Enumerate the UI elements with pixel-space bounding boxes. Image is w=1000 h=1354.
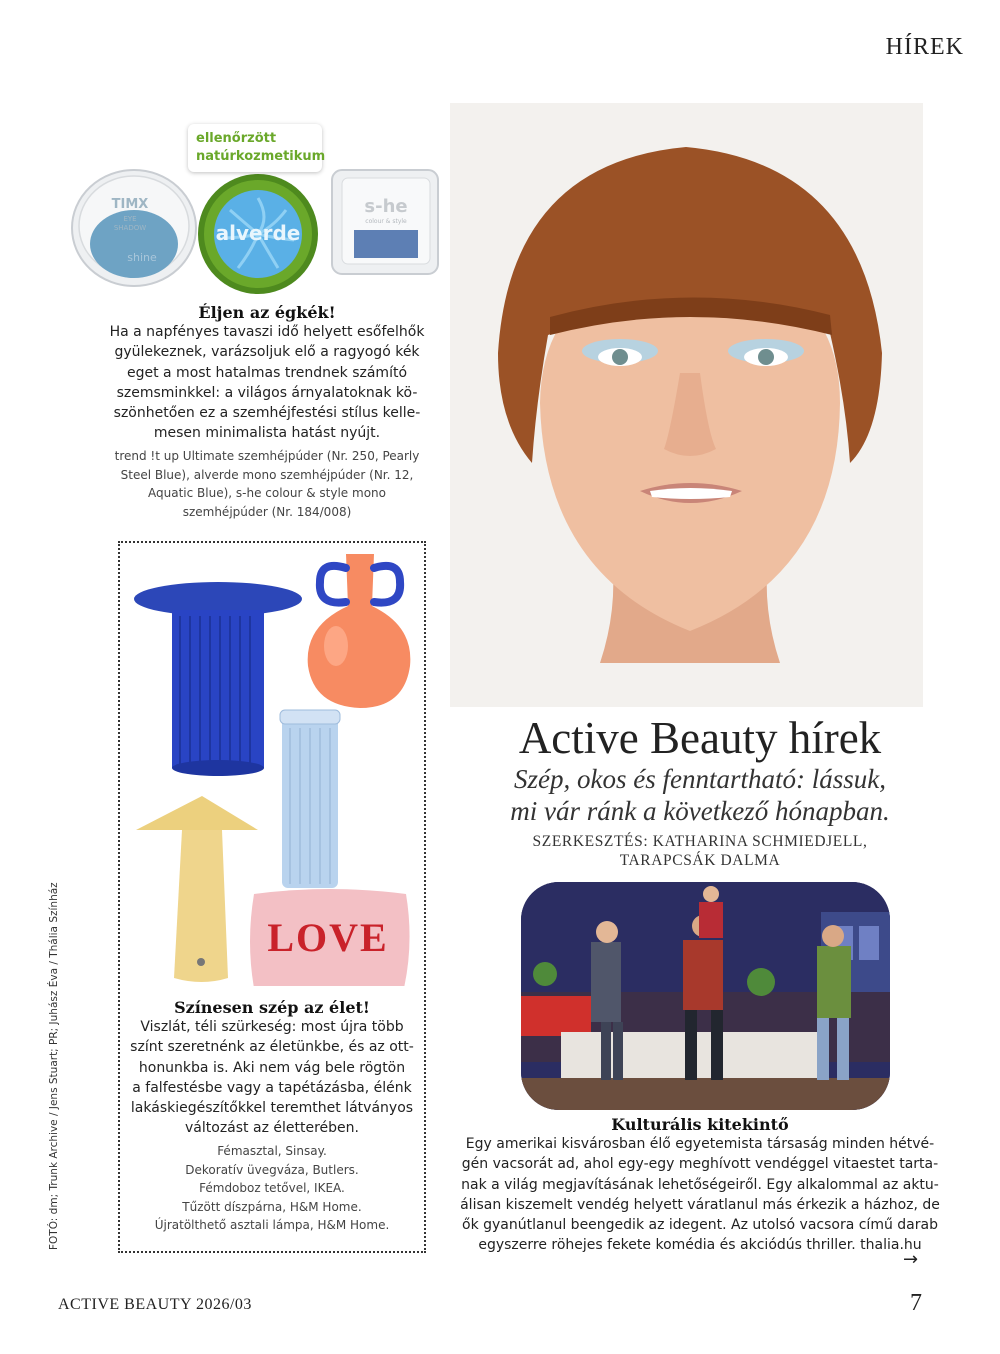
culture-title: Kulturális kitekintő bbox=[611, 1115, 789, 1134]
editors-credit: SZERKESZTÉS: KATHARINA SCHMIEDJELL, TARAPCSÁK DALMA bbox=[532, 833, 868, 869]
section-tag: HÍREK bbox=[885, 34, 964, 60]
theater-photo bbox=[521, 882, 890, 1110]
model-portrait-image bbox=[450, 103, 923, 707]
eyeshadow-products-list: trend !t up Ultimate szemhéjpúder (Nr. 250, Pearly Steel Blue), alverde mono szemhéjpúder (Nr. 12, Aquatic Blue), s-he colour & style mono szemhéjpúder (Nr. 184/008) bbox=[114, 449, 420, 519]
photo-credit: FOTÓ: dm; Trunk Archive / Jens Stuart; PR; Juhász Éva / Thália Színház bbox=[48, 882, 60, 1250]
home-decor-products-list: Fémasztal, Sinsay. Dekoratív üvegváza, Butlers. Fémdoboz tetővel, IKEA. Tűzött díszpárna, H&M Home. Újratölthető asztali lámpa, H&M Home. bbox=[154, 1144, 390, 1232]
magazine-issue: ACTIVE BEAUTY 2026/03 bbox=[58, 1296, 252, 1313]
page-subheadline: Szép, okos és fenntartható: lássuk, mi vár ránk a következő hónapban. bbox=[510, 764, 890, 826]
culture-body: Egy amerikai kisvárosban élő egyetemista társaság minden hétvé- gén vacsorát ad, ahol egy-egy meghívott vendéggel vitaestet tarta- nak a világ megjavításának lehetőségeiről. Egy alkalommal az aktu- álisan kiszemelt vendég helyett váratlanul más érkezik a házhoz, de ők gyanútlanul beengedik az idegent. Az utolsó vacsora című darab egyszerre röhejes fekete komédia és akciódús thriller. thalia.hu bbox=[460, 1136, 940, 1254]
eyeshadow-body: Ha a napfényes tavaszi idő helyett esőfelhők gyülekeznek, varázsoljuk elő a ragyogó kék eget a most hatalmas trendnek számító szemsminkkel: a világos árnyalatoknak kö- szönhetően ez a szemhéjfestési stílus kelle- mesen minimalista hatást nyújt. bbox=[109, 324, 425, 442]
svg-text:SHADOW: SHADOW bbox=[113, 224, 147, 232]
svg-text:s-he: s-he bbox=[364, 196, 408, 217]
svg-text:EYE: EYE bbox=[123, 215, 137, 223]
love-pillow-text: LOVE bbox=[267, 915, 389, 960]
eyeshadow-title: Éljen az égkék! bbox=[198, 303, 336, 322]
svg-text:colour & style: colour & style bbox=[365, 218, 407, 225]
natural-cosmetics-badge: ellenőrzött natúrkozmetikum bbox=[188, 124, 322, 172]
page-number: 7 bbox=[910, 1290, 922, 1316]
arrow-right-icon: → bbox=[903, 1249, 919, 1270]
home-decor-title: Színesen szép az élet! bbox=[174, 998, 370, 1017]
svg-text:TIMX: TIMX bbox=[111, 197, 149, 212]
page-headline: Active Beauty hírek bbox=[518, 713, 882, 763]
svg-text:alverde: alverde bbox=[215, 221, 301, 245]
svg-text:shine: shine bbox=[127, 251, 157, 264]
home-decor-body: Viszlát, téli szürkeség: most újra több színt szeretnénk az életünkbe, és az ott- honunkba is. Aki nem vág bele rögtön a falfestésbe vagy a tapétázásba, élénk lakáskiegészítőkkel teremthet látványos változást az életterében. bbox=[130, 1019, 414, 1137]
